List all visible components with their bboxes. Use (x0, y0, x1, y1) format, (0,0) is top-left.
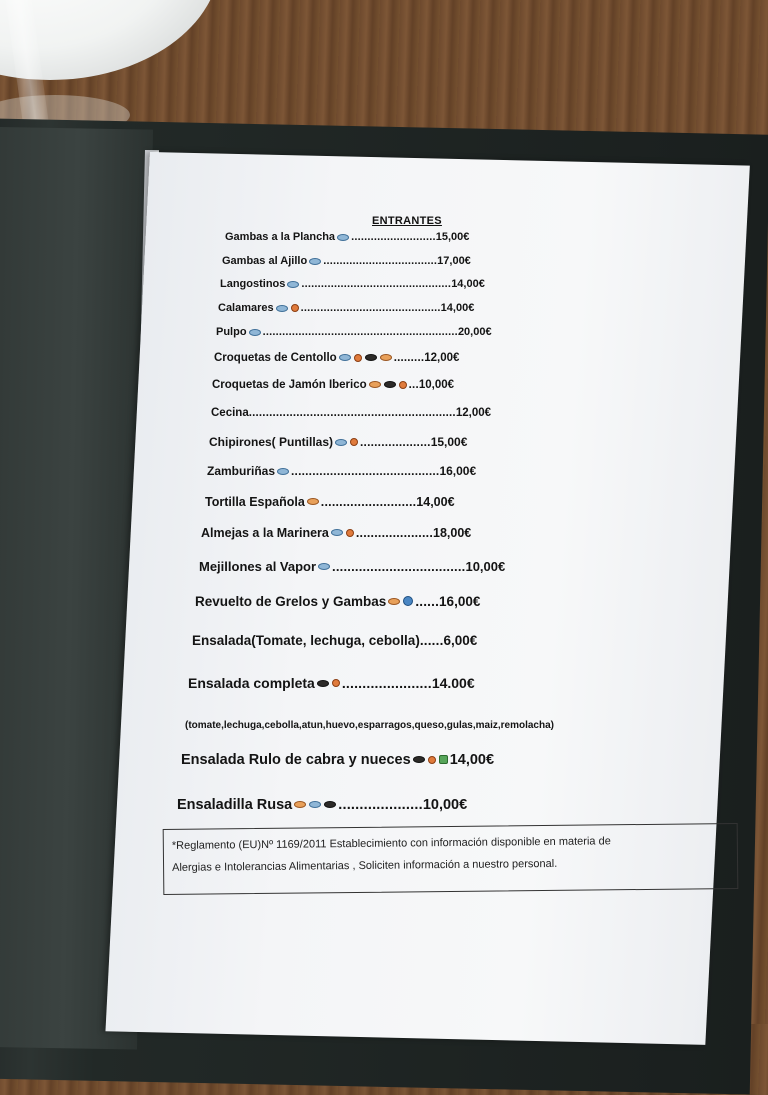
allergen-icons (277, 468, 289, 475)
menu-item-name: Almejas a la Marinera (201, 525, 329, 540)
orange-allergen-icon (380, 354, 392, 361)
menu-item-price: 6,00€ (443, 632, 478, 648)
menu-item-leader-dots: ... (408, 378, 419, 391)
allergen-icons (318, 563, 330, 570)
orange-allergen-icon (369, 381, 381, 388)
menu-item-leader-dots: .............................................. (301, 278, 452, 290)
menu-item-leader-dots: ................................... (332, 559, 466, 574)
menu-item-price: 15,00€ (430, 435, 468, 449)
menu-item-name: Chipirones( Puntillas) (209, 435, 334, 449)
menu-item-price: 14,00€ (451, 278, 485, 290)
allergen-icons (309, 258, 321, 265)
menu-item-row (216, 326, 492, 338)
dark-allergen-icon (324, 801, 336, 808)
blue-allergen-icon (287, 281, 299, 288)
menu-item-name: Mejillones al Vapor (199, 559, 317, 574)
menu-item-row (177, 797, 467, 813)
orange-round-allergen-icon (428, 756, 436, 764)
blue-allergen-icon (339, 354, 351, 361)
dark-allergen-icon (365, 354, 377, 361)
allergen-icons (388, 596, 413, 606)
orange-round-allergen-icon (354, 354, 362, 362)
menu-item-row (212, 379, 454, 391)
menu-item-name: Ensaladilla Rusa (177, 796, 293, 813)
section-title: ENTRANTES (372, 215, 442, 227)
menu-item-price: 14.00€ (431, 675, 475, 691)
menu-item-leader-dots: .......................... (320, 494, 417, 509)
allergen-icons (331, 529, 354, 537)
menu-item-row (220, 278, 485, 290)
blue-allergen-icon (335, 439, 347, 446)
blue-allergen-icon (277, 468, 289, 475)
menu-item-leader-dots: ...................... (341, 675, 432, 691)
blue-allergen-icon (337, 234, 349, 241)
menu-item-row (207, 464, 476, 478)
menu-item-row (181, 752, 494, 768)
blue-allergen-icon (318, 563, 330, 570)
menu-item-row (205, 495, 455, 509)
menu-item-name: Revuelto de Grelos y Gambas (195, 593, 387, 609)
menu-item-row (209, 435, 467, 449)
menu-item-name: Ensalada completa (188, 675, 315, 691)
menu-item-price: 14,00€ (416, 494, 455, 509)
menu-item-name: Langostinos (220, 278, 286, 290)
menu-item-price: 15,00€ (435, 231, 470, 243)
menu-item-row (225, 231, 469, 243)
menu-item-name: Pulpo (216, 326, 247, 338)
allergen-notice-line-2: Alergias e Intolerancias Alimentarias , Soliciten información a nuestro personal. (172, 857, 558, 874)
allergen-icons (317, 679, 340, 687)
allergen-icons (335, 438, 358, 446)
menu-item-leader-dots: ................................... (323, 255, 438, 267)
orange-allergen-icon (294, 801, 306, 808)
orange-round-allergen-icon (332, 679, 340, 687)
allergen-icons (249, 329, 261, 336)
orange-allergen-icon (307, 498, 319, 505)
menu-item-name: Gambas a la Plancha (225, 231, 336, 243)
allergen-notice (163, 823, 739, 895)
menu-item-name: Calamares (218, 302, 274, 314)
menu-item-name: Croquetas de Centollo (214, 351, 337, 364)
menu-item-name: Ensalada(Tomate, lechuga, cebolla) (192, 632, 420, 648)
allergen-icons (339, 354, 392, 362)
menu-item-row (188, 675, 475, 691)
blue-allergen-icon (276, 305, 288, 312)
orange-allergen-icon (388, 598, 400, 605)
allergen-icons (287, 281, 299, 288)
menu-item-price: 10,00€ (465, 559, 506, 574)
menu-item-leader-dots: ...... (419, 632, 444, 648)
allergen-icons (413, 755, 448, 764)
blue-allergen-icon (309, 801, 321, 808)
allergen-notice-line-1: *Reglamento (EU)Nº 1169/2011 Establecimiento con información disponible en materia de (171, 835, 611, 852)
menu-item-name: (tomate,lechuga,cebolla,atun,huevo,esparragos,queso,gulas,maiz,remolacha) (185, 720, 554, 731)
menu-item-leader-dots: .......................................... (291, 464, 440, 478)
allergen-icons (307, 498, 319, 505)
menu-item-row (201, 526, 471, 540)
menu-item-row (185, 720, 554, 731)
menu-item-name: Ensalada Rulo de cabra y nueces (181, 751, 411, 768)
menu-item-leader-dots: ..................... (355, 525, 433, 540)
menu-item-leader-dots: ........................................... (300, 302, 441, 314)
menu-item-price: 14,00€ (449, 751, 495, 768)
bluecircle-allergen-icon (403, 596, 413, 606)
orange-round-allergen-icon (346, 529, 354, 537)
menu-item-price: 10,00€ (418, 378, 455, 391)
allergen-icons (337, 234, 349, 241)
menu-item-price: 10,00€ (422, 796, 468, 813)
menu-item-leader-dots: .......................... (351, 231, 436, 243)
menu-item-leader-dots: .................... (338, 796, 423, 813)
menu-item-row (222, 255, 471, 267)
menu-item-leader-dots: ............................................................. (248, 406, 456, 419)
menu-item-leader-dots: ............................................................ (262, 326, 458, 338)
blue-allergen-icon (331, 529, 343, 536)
menu-item-price: 12,00€ (455, 406, 492, 419)
orange-round-allergen-icon (399, 381, 407, 389)
dark-allergen-icon (413, 756, 425, 763)
allergen-icons (294, 801, 336, 808)
blue-allergen-icon (249, 329, 261, 336)
menu-item-price: 16,00€ (439, 464, 477, 478)
menu-item-leader-dots: ...... (415, 593, 440, 609)
menu-item-price: 12,00€ (424, 351, 460, 364)
menu-item-leader-dots: .................... (360, 435, 431, 449)
green-allergen-icon (439, 755, 448, 764)
dark-allergen-icon (317, 680, 329, 687)
menu-item-row (192, 633, 477, 648)
menu-item-price: 14,00€ (440, 302, 475, 314)
menu-item-price: 17,00€ (437, 255, 471, 267)
menu-item-row (211, 407, 491, 419)
orange-round-allergen-icon (350, 438, 358, 446)
menu-item-leader-dots: ......... (393, 351, 425, 364)
menu-item-name: Tortilla Española (205, 494, 305, 509)
allergen-icons (369, 381, 407, 389)
menu-item-price: 20,00€ (457, 326, 492, 338)
blue-allergen-icon (309, 258, 321, 265)
menu-item-name: Gambas al Ajillo (222, 255, 308, 267)
dark-allergen-icon (384, 381, 396, 388)
menu-item-row (195, 594, 480, 609)
menu-item-name: Croquetas de Jamón Iberico (212, 378, 367, 391)
orange-round-allergen-icon (291, 304, 299, 312)
menu-item-name: Cecina (211, 406, 249, 419)
menu-item-row (199, 559, 505, 574)
menu-item-name: Zamburiñas (207, 464, 276, 478)
menu-item-price: 16,00€ (439, 593, 481, 609)
menu-item-row (214, 352, 459, 364)
menu-item-row (218, 302, 474, 314)
allergen-icons (276, 304, 299, 312)
menu-item-price: 18,00€ (433, 525, 472, 540)
